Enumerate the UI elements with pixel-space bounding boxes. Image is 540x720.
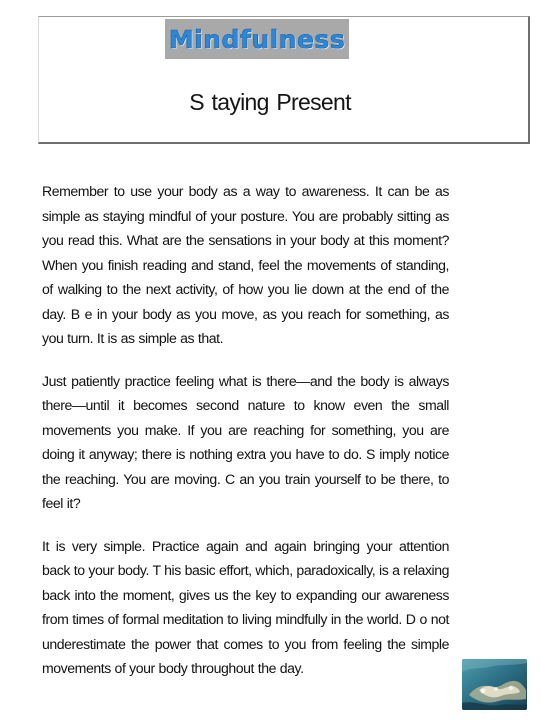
header-banner bbox=[165, 19, 349, 59]
corner-photo-image bbox=[462, 659, 527, 710]
banner-title: Mindfulness bbox=[168, 24, 346, 54]
paragraph-1: Remember to use your body as a way to awareness. It can be as simple as staying mindful of your posture. You are probably sitting as you read this. What are the sensations in your body at this moment? When you finish reading and stand, feel the movements of standing, of walking to the next activity, of how you lie down at the end of the day. B e in your body as you move, as you reach for something, as you turn. It is as simple as that. bbox=[42, 183, 449, 346]
paragraph-2: Just patiently practice feeling what is there—and the body is always there—until it becomes second nature to know even the small movements you make. If you are reaching for something, you are doing it anyway; there is nothing extra you have to do. S imply notice the reaching. You are moving. C an you train yourself to be there, to feel it? bbox=[42, 372, 449, 511]
paragraph-3: It is very simple. Practice again and again bringing your attention back to your body. T his basic effort, which, paradoxically, is a relaxing back into the moment, gives us the key to expanding our awareness from times of formal meditation to living mindfully in the world. D o not underestimate the power that comes to you from feeling the simple movements of your body throughout the day. bbox=[42, 537, 449, 676]
page-title: S taying Present bbox=[189, 89, 351, 115]
document-body bbox=[42, 179, 449, 699]
